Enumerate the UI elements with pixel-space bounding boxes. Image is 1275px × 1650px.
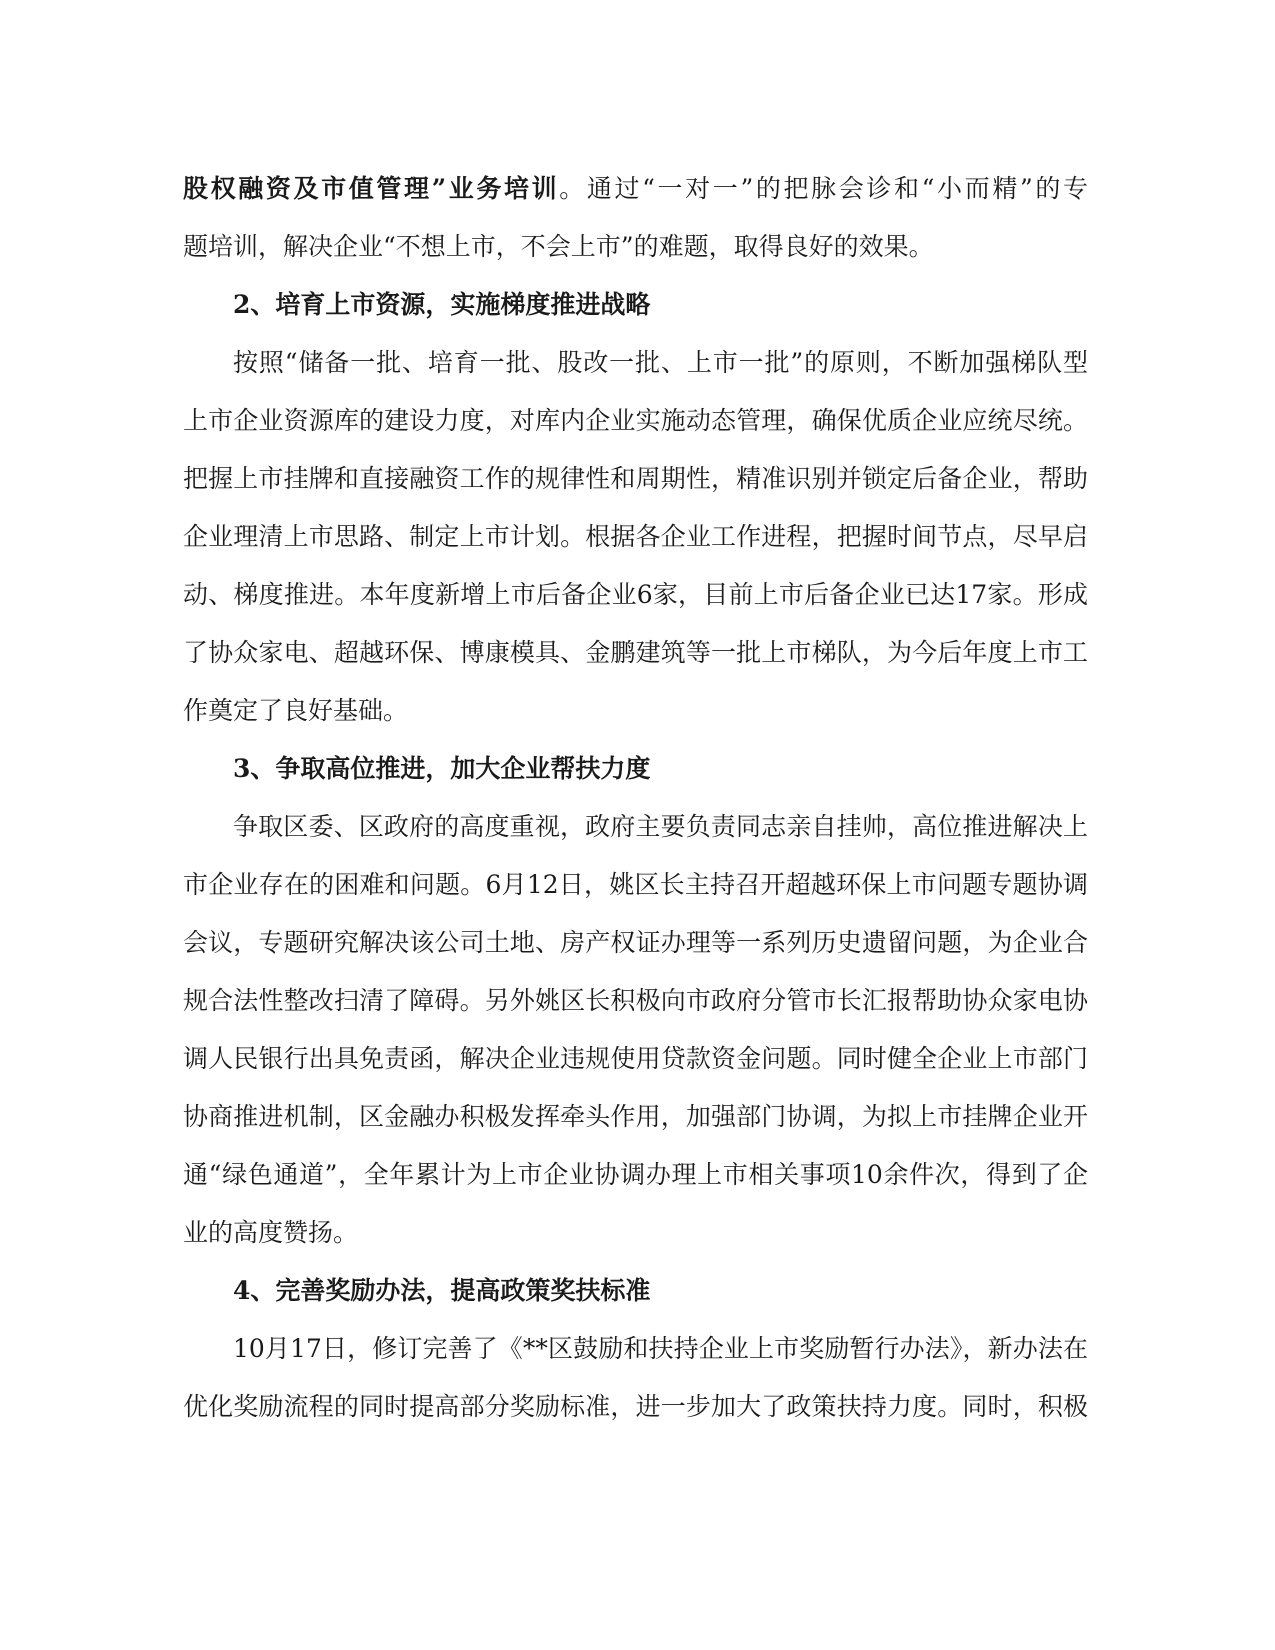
paragraph-line: 优化奖励流程的同时提高部分奖励标准，进一步加大了政策扶持力度。同时，积极 [183,1392,1088,1421]
paragraph-line: 把握上市挂牌和直接融资工作的规律性和周期性，精准识别并锁定后备企业，帮助 [183,464,1088,493]
paragraph-line: 上市企业资源库的建设力度，对库内企业实施动态管理，确保优质企业应统尽统。 [183,406,1088,435]
paragraph-line: 作奠定了良好基础。 [183,696,409,725]
paragraph-line: 争取区委、区政府的高度重视，政府主要负责同志亲自挂帅，高位推进解决上 [233,812,1088,841]
paragraph-text: 。通过“一对一”的把脉会诊和“小而精”的专 [559,174,1088,203]
paragraph-line [183,160,1088,218]
paragraph-line: 业的高度赞扬。 [183,1218,359,1247]
paragraph-line: 通“绿色通道”，全年累计为上市企业协调办理上市相关事项10余件次，得到了企 [183,1160,1088,1189]
paragraph-line: 按照“储备一批、培育一批、股改一批、上市一批”的原则，不断加强梯队型 [233,348,1088,377]
section-heading-4: 4、完善奖励办法，提高政策奖扶标准 [233,1276,651,1305]
paragraph-line: 动、梯度推进。本年度新增上市后备企业6家，目前上市后备企业已达17家。形成 [183,580,1088,609]
paragraph-line: 调人民银行出具免责函，解决企业违规使用贷款资金问题。同时健全企业上市部门 [183,1044,1088,1073]
paragraph-line: 了协众家电、超越环保、博康模具、金鹏建筑等一批上市梯队，为今后年度上市工 [183,638,1088,667]
paragraph-line: 题培训，解决企业“不想上市，不会上市”的难题，取得良好的效果。 [183,232,934,261]
section-heading-3: 3、争取高位推进，加大企业帮扶力度 [233,754,651,783]
paragraph-line: 会议，专题研究解决该公司土地、房产权证办理等一系列历史遗留问题，为企业合 [183,928,1088,957]
paragraph-line: 市企业存在的困难和问题。6月12日，姚区长主持召开超越环保上市问题专题协调 [183,870,1088,899]
paragraph-line: 10月17日，修订完善了《**区鼓励和扶持企业上市奖励暂行办法》，新办法在 [233,1334,1088,1363]
document-page [183,160,1088,1436]
paragraph-line: 企业理清上市思路、制定上市计划。根据各企业工作进程，把握时间节点，尽早启 [183,522,1088,551]
section-heading-2: 2、培育上市资源，实施梯度推进战略 [233,290,651,319]
paragraph-line: 规合法性整改扫清了障碍。另外姚区长积极向市政府分管市长汇报帮助协众家电协 [183,986,1088,1015]
bold-phrase: 股权融资及市值管理”业务培训 [183,174,560,203]
paragraph-line: 协商推进机制，区金融办积极发挥牵头作用，加强部门协调，为拟上市挂牌企业开 [183,1102,1088,1131]
